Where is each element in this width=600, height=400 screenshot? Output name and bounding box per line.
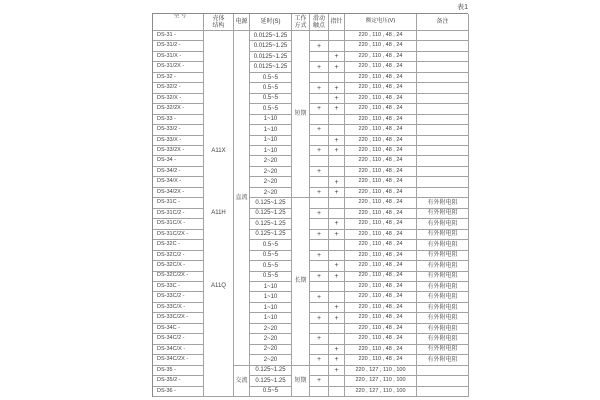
- remark-cell: 有外附电阻: [417, 240, 469, 250]
- header-work-line2: 方式: [294, 22, 307, 29]
- voltage-cell: 220 , 110 , 48 , 24: [345, 94, 417, 104]
- header-shell-line2: 结构: [212, 22, 225, 29]
- delay-cell: 2~20: [250, 355, 292, 365]
- shell-structure-a11x: A11X: [211, 148, 226, 155]
- remark-cell: [417, 136, 469, 146]
- slide-contact-mark: [310, 177, 329, 187]
- model-cell: DS-31C/2X -: [153, 230, 204, 240]
- model-cell: DS-33C -: [153, 282, 204, 292]
- delay-cell: 0.125~1.25: [250, 198, 292, 208]
- voltage-cell: 220 , 110 , 48 , 24: [345, 177, 417, 187]
- pointer-mark: [329, 251, 345, 261]
- slide-contact-mark: +: [310, 167, 329, 177]
- header-delay-label: 延时(S): [260, 19, 281, 25]
- model-cell: DS-31C -: [153, 198, 204, 208]
- remark-cell: [417, 366, 469, 376]
- voltage-cell: 220 , 110 , 48 , 24: [345, 324, 417, 334]
- voltage-cell: 220 , 110 , 48 , 24: [345, 272, 417, 282]
- voltage-cell: 220 , 127 , 110 , 100: [345, 376, 417, 386]
- model-cell: DS-31C/X -: [153, 219, 204, 229]
- voltage-cell: 220 , 110 , 48 , 24: [345, 198, 417, 208]
- voltage-cell: 220 , 110 , 48 , 24: [345, 52, 417, 62]
- voltage-cell: 220 , 110 , 48 , 24: [345, 146, 417, 156]
- pointer-mark: +: [329, 146, 345, 156]
- delay-cell: 0.5~5: [250, 83, 292, 93]
- pointer-mark: +: [329, 219, 345, 229]
- model-cell: DS-34C -: [153, 324, 204, 334]
- spec-table: [152, 13, 468, 397]
- delay-cell: 0.125~1.25: [250, 230, 292, 240]
- voltage-cell: 220 , 110 , 48 , 24: [345, 136, 417, 146]
- voltage-cell: 220 , 110 , 48 , 24: [345, 104, 417, 114]
- delay-cell: 1~10: [250, 125, 292, 135]
- header-slide-line2: 触点: [312, 22, 325, 29]
- voltage-cell: 220 , 110 , 48 , 24: [345, 209, 417, 219]
- slide-contact-mark: [310, 387, 329, 397]
- remark-cell: 有外附电阻: [417, 251, 469, 261]
- header-work-line1: 工作: [294, 15, 307, 22]
- pointer-mark: [329, 115, 345, 125]
- model-cell: DS-34 -: [153, 156, 204, 166]
- pointer-mark: [329, 334, 345, 344]
- voltage-cell: 220 , 110 , 48 , 24: [345, 345, 417, 355]
- voltage-cell: 220 , 110 , 48 , 24: [345, 313, 417, 323]
- model-cell: DS-34/X -: [153, 177, 204, 187]
- remark-cell: [417, 73, 469, 83]
- pointer-mark: +: [329, 83, 345, 93]
- remark-cell: 有外附电阻: [417, 219, 469, 229]
- model-cell: DS-34C/X -: [153, 345, 204, 355]
- voltage-cell: 220 , 110 , 48 , 24: [345, 240, 417, 250]
- delay-cell: 0.0125~1.25: [250, 31, 292, 41]
- header-pointer: [329, 14, 345, 31]
- header-pointer-label: 指针: [330, 19, 343, 25]
- model-cell: DS-32C/X -: [153, 261, 204, 271]
- model-cell: DS-34C/2 -: [153, 334, 204, 344]
- power-dc-cell: [234, 31, 250, 366]
- remark-cell: [417, 41, 469, 51]
- model-cell: DS-33/2 -: [153, 125, 204, 135]
- model-cell: DS-34/2X -: [153, 188, 204, 198]
- model-cell: DS-33/2X -: [153, 146, 204, 156]
- remark-cell: [417, 31, 469, 41]
- pointer-mark: +: [329, 261, 345, 271]
- remark-cell: 有外附电阻: [417, 313, 469, 323]
- header-model-label: 型 号: [173, 14, 187, 19]
- voltage-cell: 220 , 127 , 110 , 100: [345, 366, 417, 376]
- delay-cell: 2~20: [250, 167, 292, 177]
- delay-cell: 0.0125~1.25: [250, 52, 292, 62]
- slide-contact-mark: +: [310, 146, 329, 156]
- pointer-mark: +: [329, 230, 345, 240]
- slide-contact-mark: [310, 31, 329, 41]
- header-slide-line1: 滑动: [312, 15, 325, 22]
- model-cell: DS-31/2X -: [153, 62, 204, 72]
- table-caption: 表1: [457, 4, 468, 11]
- pointer-mark: +: [329, 52, 345, 62]
- remark-cell: [417, 115, 469, 125]
- remark-cell: 有外附电阻: [417, 230, 469, 240]
- delay-cell: 0.5~5: [250, 104, 292, 114]
- model-cell: DS-32C/2X -: [153, 272, 204, 282]
- remark-cell: 有外附电阻: [417, 272, 469, 282]
- voltage-cell: 220 , 110 , 48 , 24: [345, 282, 417, 292]
- remark-cell: 有外附电阻: [417, 292, 469, 302]
- model-cell: DS-33 -: [153, 115, 204, 125]
- pointer-mark: +: [329, 104, 345, 114]
- slide-contact-mark: [310, 324, 329, 334]
- delay-cell: 0.125~1.25: [250, 366, 292, 376]
- pointer-mark: +: [329, 94, 345, 104]
- remark-cell: [417, 146, 469, 156]
- pointer-mark: +: [329, 62, 345, 72]
- slide-contact-mark: [310, 73, 329, 83]
- delay-cell: 1~10: [250, 136, 292, 146]
- model-cell: DS-33C/2X -: [153, 313, 204, 323]
- delay-cell: 0.125~1.25: [250, 219, 292, 229]
- model-cell: DS-33C/X -: [153, 303, 204, 313]
- voltage-cell: 220 , 110 , 48 , 24: [345, 251, 417, 261]
- slide-contact-mark: [310, 115, 329, 125]
- header-slide-contact: [310, 14, 329, 31]
- voltage-cell: 220 , 110 , 48 , 24: [345, 303, 417, 313]
- voltage-cell: 220 , 127 , 110 , 100: [345, 387, 417, 397]
- power-ac-label: 交流: [235, 377, 248, 384]
- slide-contact-mark: +: [310, 272, 329, 282]
- voltage-cell: 220 , 110 , 48 , 24: [345, 292, 417, 302]
- remark-cell: [417, 156, 469, 166]
- delay-cell: 2~20: [250, 156, 292, 166]
- header-power-label: 电源: [235, 19, 248, 25]
- pointer-mark: [329, 167, 345, 177]
- pointer-mark: [329, 324, 345, 334]
- delay-cell: 2~20: [250, 345, 292, 355]
- power-ac-cell: [234, 366, 250, 397]
- delay-cell: 0.0125~1.25: [250, 41, 292, 51]
- remark-cell: [417, 177, 469, 187]
- slide-contact-mark: [310, 240, 329, 250]
- voltage-cell: 220 , 110 , 48 , 24: [345, 115, 417, 125]
- delay-cell: 0.125~1.25: [250, 209, 292, 219]
- slide-contact-mark: +: [310, 104, 329, 114]
- slide-contact-mark: +: [310, 83, 329, 93]
- slide-contact-mark: [310, 261, 329, 271]
- remark-cell: 有外附电阻: [417, 334, 469, 344]
- remark-cell: 有外附电阻: [417, 324, 469, 334]
- voltage-cell: 220 , 110 , 48 , 24: [345, 167, 417, 177]
- pointer-mark: [329, 387, 345, 397]
- header-model: [153, 14, 204, 31]
- work-mode-group2-cell: [292, 198, 310, 365]
- slide-contact-mark: [310, 94, 329, 104]
- model-cell: DS-32/X -: [153, 94, 204, 104]
- slide-contact-mark: +: [310, 313, 329, 323]
- voltage-cell: 220 , 110 , 48 , 24: [345, 334, 417, 344]
- delay-cell: 0.125~1.25: [250, 376, 292, 386]
- remark-cell: [417, 83, 469, 93]
- delay-cell: 2~20: [250, 324, 292, 334]
- pointer-mark: [329, 198, 345, 208]
- remark-cell: 有外附电阻: [417, 282, 469, 292]
- work-mode-group2-label: 长期: [294, 278, 307, 285]
- model-cell: DS-32/2 -: [153, 83, 204, 93]
- delay-cell: 0.5~5: [250, 94, 292, 104]
- model-cell: DS-35 -: [153, 366, 204, 376]
- remark-cell: [417, 376, 469, 386]
- voltage-cell: 220 , 110 , 48 , 24: [345, 62, 417, 72]
- pointer-mark: +: [329, 272, 345, 282]
- slide-contact-mark: [310, 156, 329, 166]
- header-shell-structure: [204, 14, 234, 31]
- slide-contact-mark: [310, 136, 329, 146]
- delay-cell: 0.5~5: [250, 261, 292, 271]
- remark-cell: [417, 387, 469, 397]
- pointer-mark: [329, 376, 345, 386]
- delay-cell: 0.5~5: [250, 251, 292, 261]
- pointer-mark: [329, 282, 345, 292]
- pointer-mark: +: [329, 355, 345, 365]
- header-remark-label: 备注: [436, 19, 449, 25]
- slide-contact-mark: +: [310, 251, 329, 261]
- pointer-mark: +: [329, 366, 345, 376]
- slide-contact-mark: +: [310, 41, 329, 51]
- slide-contact-mark: [310, 366, 329, 376]
- delay-cell: 0.5~5: [250, 272, 292, 282]
- model-cell: DS-32C -: [153, 240, 204, 250]
- model-cell: DS-35/2 -: [153, 376, 204, 386]
- slide-contact-mark: [310, 345, 329, 355]
- pointer-mark: +: [329, 188, 345, 198]
- header-voltage: [345, 14, 417, 31]
- remark-cell: [417, 94, 469, 104]
- slide-contact-mark: +: [310, 355, 329, 365]
- slide-contact-mark: [310, 219, 329, 229]
- slide-contact-mark: +: [310, 125, 329, 135]
- model-cell: DS-31/2 -: [153, 41, 204, 51]
- model-cell: DS-36 -: [153, 387, 204, 397]
- pointer-mark: [329, 31, 345, 41]
- voltage-cell: 220 , 110 , 48 , 24: [345, 355, 417, 365]
- voltage-cell: 220 , 110 , 48 , 24: [345, 230, 417, 240]
- work-mode-group1-label: 短期: [294, 111, 307, 118]
- slide-contact-mark: +: [310, 334, 329, 344]
- pointer-mark: +: [329, 345, 345, 355]
- model-cell: DS-31C/2 -: [153, 209, 204, 219]
- voltage-cell: 220 , 110 , 48 , 24: [345, 188, 417, 198]
- voltage-cell: 220 , 110 , 48 , 24: [345, 41, 417, 51]
- slide-contact-mark: [310, 282, 329, 292]
- remark-cell: 有外附电阻: [417, 355, 469, 365]
- pointer-mark: [329, 125, 345, 135]
- shell-structure-column: [204, 31, 234, 397]
- pointer-mark: +: [329, 303, 345, 313]
- slide-contact-mark: +: [310, 188, 329, 198]
- slide-contact-mark: +: [310, 376, 329, 386]
- model-cell: DS-33/X -: [153, 136, 204, 146]
- work-mode-group3-label: 短期: [294, 377, 307, 384]
- delay-cell: 1~10: [250, 282, 292, 292]
- model-cell: DS-34/2 -: [153, 167, 204, 177]
- delay-cell: 1~10: [250, 292, 292, 302]
- header-voltage-label: 额定电压(V): [365, 18, 396, 25]
- delay-cell: 1~10: [250, 115, 292, 125]
- pointer-mark: +: [329, 136, 345, 146]
- slide-contact-mark: [310, 52, 329, 62]
- remark-cell: 有外附电阻: [417, 209, 469, 219]
- remark-cell: [417, 188, 469, 198]
- remark-cell: [417, 125, 469, 135]
- slide-contact-mark: +: [310, 209, 329, 219]
- slide-contact-mark: [310, 198, 329, 208]
- header-delay: [250, 14, 292, 31]
- remark-cell: 有外附电阻: [417, 261, 469, 271]
- voltage-cell: 220 , 110 , 48 , 24: [345, 125, 417, 135]
- model-cell: DS-33C/2 -: [153, 292, 204, 302]
- model-cell: DS-32 -: [153, 73, 204, 83]
- remark-cell: [417, 104, 469, 114]
- voltage-cell: 220 , 110 , 48 , 24: [345, 73, 417, 83]
- slide-contact-mark: [310, 303, 329, 313]
- header-remark: [417, 14, 469, 31]
- header-shell-line1: 壳体: [212, 15, 225, 22]
- delay-cell: 0.5~5: [250, 240, 292, 250]
- pointer-mark: [329, 156, 345, 166]
- delay-cell: 2~20: [250, 188, 292, 198]
- slide-contact-mark: +: [310, 230, 329, 240]
- delay-cell: 2~20: [250, 177, 292, 187]
- delay-cell: 1~10: [250, 303, 292, 313]
- voltage-cell: 220 , 110 , 48 , 24: [345, 83, 417, 93]
- shell-structure-a11q: A11Q: [211, 283, 226, 290]
- model-cell: DS-32/2X -: [153, 104, 204, 114]
- voltage-cell: 220 , 110 , 48 , 24: [345, 219, 417, 229]
- remark-cell: 有外附电阻: [417, 345, 469, 355]
- delay-cell: 0.5~5: [250, 73, 292, 83]
- header-power: [234, 14, 250, 31]
- voltage-cell: 220 , 110 , 48 , 24: [345, 31, 417, 41]
- voltage-cell: 220 , 110 , 48 , 24: [345, 156, 417, 166]
- pointer-mark: +: [329, 313, 345, 323]
- remark-cell: [417, 62, 469, 72]
- delay-cell: 1~10: [250, 313, 292, 323]
- slide-contact-mark: +: [310, 62, 329, 72]
- power-dc-label: 直流: [235, 194, 248, 201]
- delay-cell: 1~10: [250, 146, 292, 156]
- model-cell: DS-34C/2X -: [153, 355, 204, 365]
- delay-cell: 2~20: [250, 334, 292, 344]
- header-work-mode: [292, 14, 310, 31]
- model-cell: DS-32C/2 -: [153, 251, 204, 261]
- shell-structure-a11h: A11H: [211, 210, 226, 217]
- pointer-mark: [329, 240, 345, 250]
- model-cell: DS-31 -: [153, 31, 204, 41]
- pointer-mark: [329, 73, 345, 83]
- pointer-mark: [329, 41, 345, 51]
- slide-contact-mark: +: [310, 292, 329, 302]
- remark-cell: [417, 167, 469, 177]
- pointer-mark: [329, 292, 345, 302]
- pointer-mark: [329, 209, 345, 219]
- remark-cell: 有外附电阻: [417, 303, 469, 313]
- work-mode-group3-cell: [292, 366, 310, 397]
- work-mode-group1-cell: [292, 31, 310, 198]
- remark-cell: [417, 52, 469, 62]
- remark-cell: 有外附电阻: [417, 198, 469, 208]
- delay-cell: 0.0125~1.25: [250, 62, 292, 72]
- pointer-mark: +: [329, 177, 345, 187]
- voltage-cell: 220 , 110 , 48 , 24: [345, 261, 417, 271]
- model-cell: DS-31/X -: [153, 52, 204, 62]
- delay-cell: 0.5~5: [250, 387, 292, 397]
